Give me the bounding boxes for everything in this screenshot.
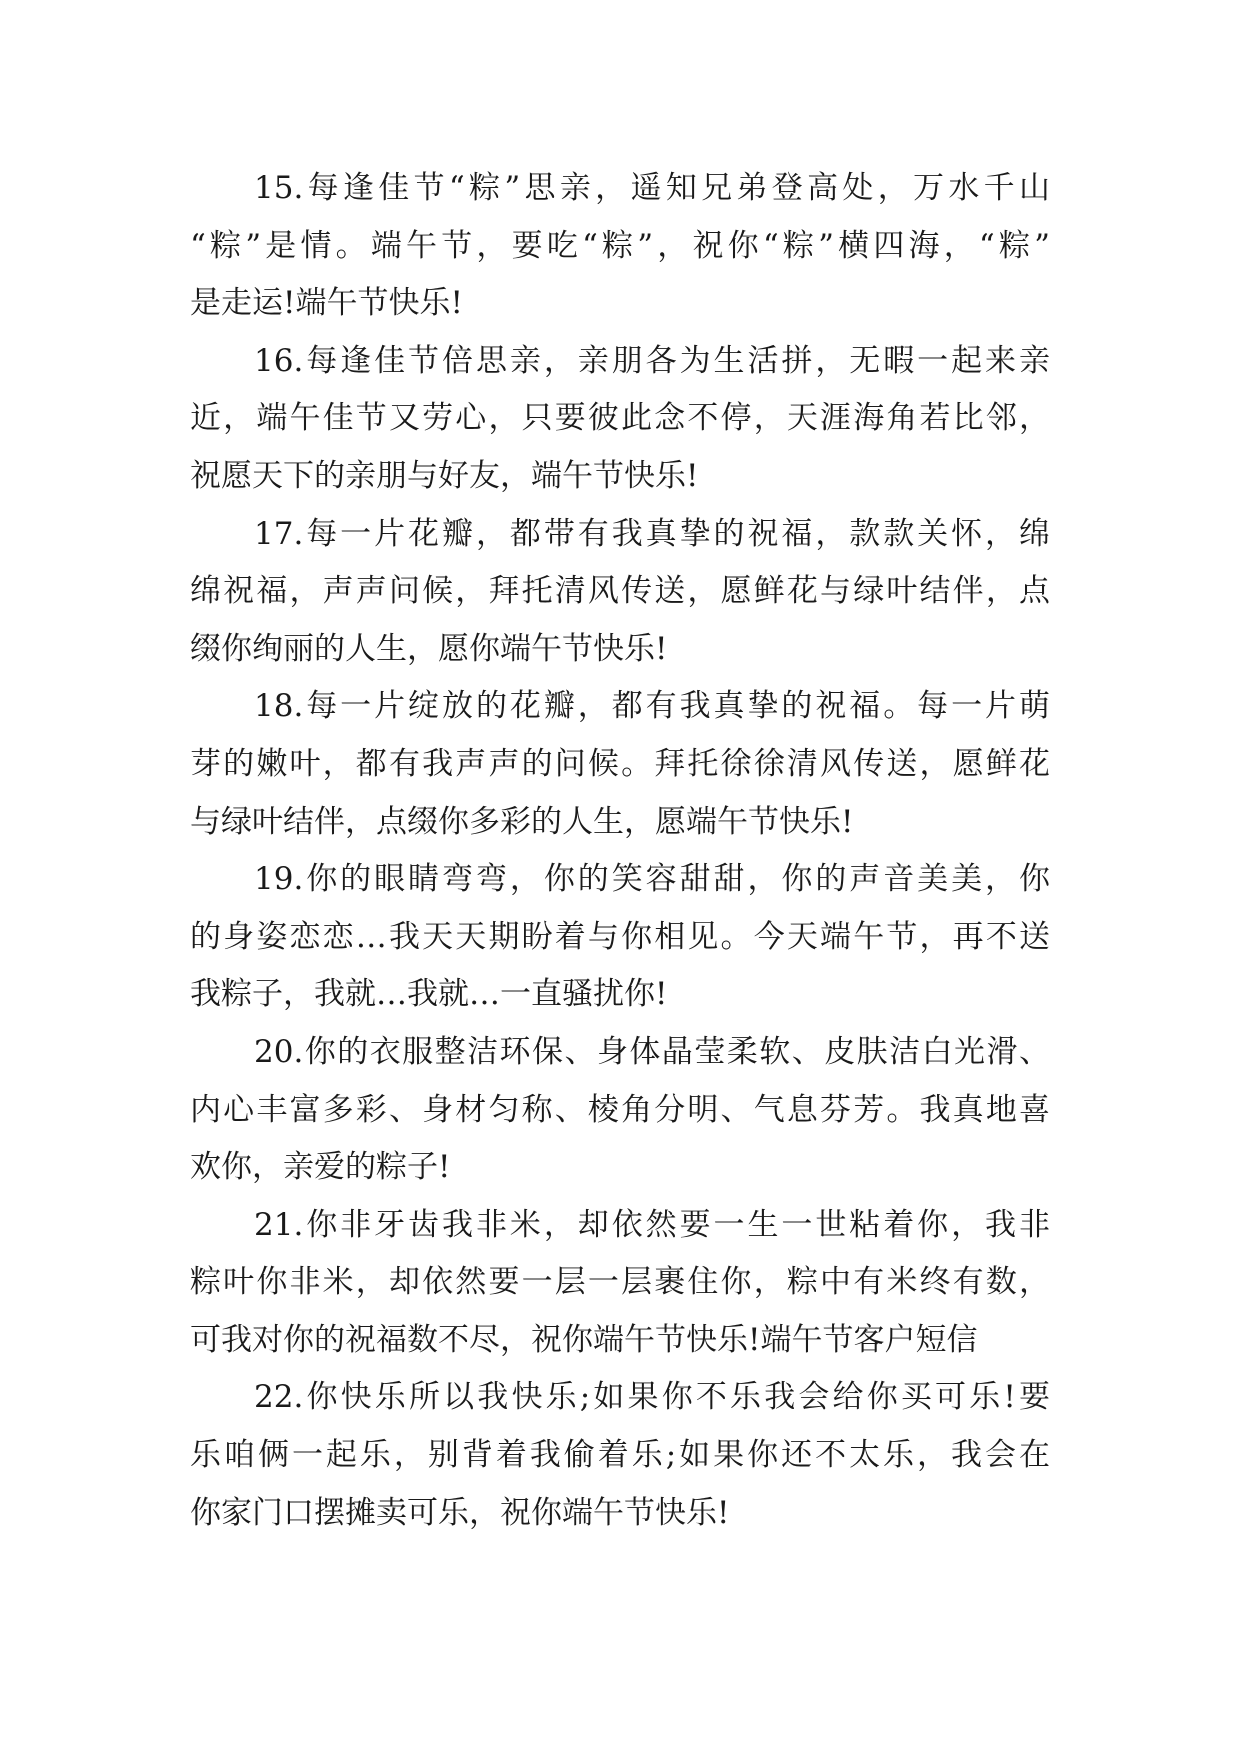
paragraph-line: 19.你的眼睛弯弯，你的笑容甜甜，你的声音美美，你 xyxy=(254,861,1050,898)
paragraph-18 xyxy=(190,678,1050,851)
paragraph-16 xyxy=(190,333,1050,506)
paragraph-line: 我粽子，我就…我就…一直骚扰你! xyxy=(190,976,668,1013)
paragraph-line: 近，端午佳节又劳心，只要彼此念不停，天涯海角若比邻， xyxy=(190,400,1050,437)
paragraph-line: 15.每逢佳节“粽”思亲，遥知兄弟登高处，万水千山 xyxy=(254,170,1050,206)
paragraph-line: 祝愿天下的亲朋与好友，端午节快乐! xyxy=(190,457,699,494)
paragraph-line: 绵祝福，声声问候，拜托清风传送，愿鲜花与绿叶结伴，点 xyxy=(190,573,1050,610)
paragraph-22 xyxy=(190,1369,1050,1542)
paragraph-19 xyxy=(190,851,1050,1024)
document-body xyxy=(190,160,1050,1542)
paragraph-line: 16.每逢佳节倍思亲，亲朋各为生活拼，无暇一起来亲 xyxy=(254,342,1050,379)
paragraph-line: 18.每一片绽放的花瓣，都有我真挚的祝福。每一片萌 xyxy=(254,688,1050,725)
paragraph-line: 21.你非牙齿我非米，却依然要一生一世粘着你，我非 xyxy=(254,1206,1050,1243)
paragraph-line: 内心丰富多彩、身材匀称、棱角分明、气息芬芳。我真地喜 xyxy=(190,1091,1050,1128)
paragraph-line: 22.你快乐所以我快乐;如果你不乐我会给你买可乐!要 xyxy=(254,1379,1050,1416)
paragraph-line: 你家门口摆摊卖可乐，祝你端午节快乐! xyxy=(190,1494,730,1531)
paragraph-line: 17.每一片花瓣，都带有我真挚的祝福，款款关怀，绵 xyxy=(254,515,1050,552)
paragraph-line: 乐咱俩一起乐，别背着我偷着乐;如果你还不太乐，我会在 xyxy=(190,1437,1050,1474)
paragraph-line: 欢你，亲爱的粽子! xyxy=(190,1149,451,1186)
paragraph-17 xyxy=(190,506,1050,679)
paragraph-line: 是走运!端午节快乐! xyxy=(190,285,463,322)
paragraph-21 xyxy=(190,1197,1050,1370)
paragraph-line: 粽叶你非米，却依然要一层一层裹住你，粽中有米终有数， xyxy=(190,1264,1050,1301)
paragraph-line: 20.你的衣服整洁环保、身体晶莹柔软、皮肤洁白光滑、 xyxy=(254,1033,1050,1070)
paragraph-line: 缀你绚丽的人生，愿你端午节快乐! xyxy=(190,630,668,667)
paragraph-15 xyxy=(190,160,1050,333)
paragraph-line: 的身姿恋恋…我天天期盼着与你相见。今天端午节，再不送 xyxy=(190,918,1050,955)
paragraph-line: “粽”是情。端午节，要吃“粽”，祝你“粽”横四海，“粽” xyxy=(190,227,1050,264)
paragraph-line: 可我对你的祝福数不尽，祝你端午节快乐!端午节客户短信 xyxy=(190,1321,978,1358)
paragraph-20 xyxy=(190,1024,1050,1197)
paragraph-line: 与绿叶结伴，点缀你多彩的人生，愿端午节快乐! xyxy=(190,803,854,840)
paragraph-line: 芽的嫩叶，都有我声声的问候。拜托徐徐清风传送，愿鲜花 xyxy=(190,745,1050,782)
